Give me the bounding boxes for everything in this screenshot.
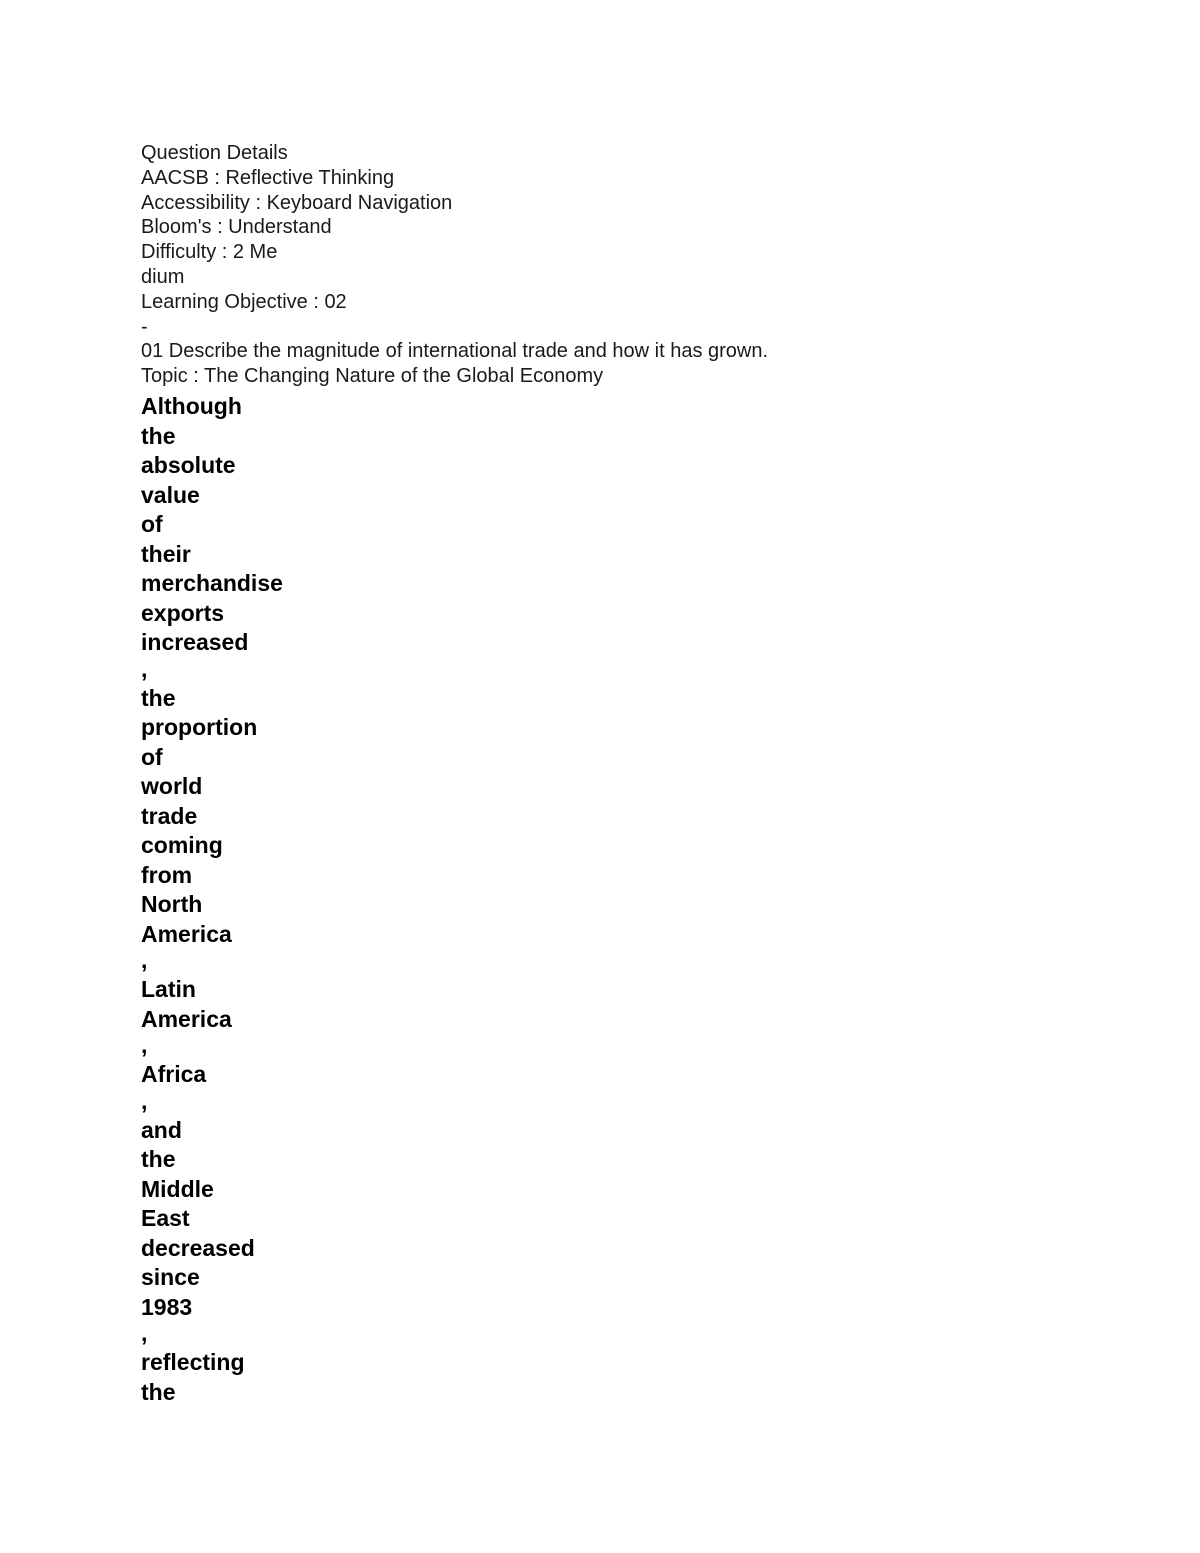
learning-objective-line: Learning Objective : 02 [141, 290, 347, 313]
question-word: and [141, 1116, 182, 1143]
question-word: America [141, 1005, 232, 1032]
details-heading: Question Details [141, 142, 288, 164]
question-word: merchandise [141, 570, 283, 596]
accessibility-line: Accessibility : Keyboard Navigation [141, 191, 453, 214]
learning-objective-dash: - [141, 315, 148, 338]
question-word: 1983 [141, 1293, 193, 1320]
question-text [141, 392, 283, 1407]
question-word: Africa [141, 1061, 207, 1087]
question-word: East [141, 1205, 190, 1231]
question-word: increased [141, 629, 249, 655]
question-word: Middle [141, 1175, 214, 1202]
question-word: trade [141, 802, 198, 829]
question-word: the [141, 422, 176, 449]
question-word: absolute [141, 452, 236, 478]
question-word: of [141, 743, 163, 770]
question-word: North [141, 891, 203, 917]
question-word: world [141, 773, 203, 799]
question-word: proportion [141, 714, 258, 740]
topic-line: Topic : The Changing Nature of the Global Economy [141, 365, 604, 388]
question-word: the [141, 1146, 176, 1172]
question-punctuation: , [141, 947, 148, 973]
question-word: since [141, 1264, 200, 1290]
question-word: of [141, 511, 163, 537]
blooms-line: Bloom's : Understand [141, 216, 332, 239]
question-word: from [141, 861, 193, 888]
question-word: America [141, 920, 232, 947]
question-word: Although [141, 393, 242, 419]
difficulty-line: Difficulty : 2 Me [141, 241, 278, 264]
question-word: reflecting [141, 1349, 245, 1375]
question-word: their [141, 540, 191, 567]
question-details [141, 141, 768, 389]
question-punctuation: , [141, 1032, 148, 1058]
difficulty-line-continued: dium [141, 265, 185, 288]
question-word: decreased [141, 1234, 255, 1261]
learning-objective-text: 01 Describe the magnitude of international trade and how it has grown. [141, 340, 769, 363]
question-word: exports [141, 599, 225, 626]
question-punctuation: , [141, 1320, 148, 1346]
question-word: the [141, 684, 176, 711]
question-punctuation: , [141, 655, 148, 682]
question-word: value [141, 481, 200, 508]
question-word: the [141, 1378, 176, 1405]
question-punctuation: , [141, 1087, 148, 1114]
aacsb-line: AACSB : Reflective Thinking [141, 166, 395, 189]
question-word: coming [141, 832, 223, 858]
question-word: Latin [141, 976, 196, 1002]
